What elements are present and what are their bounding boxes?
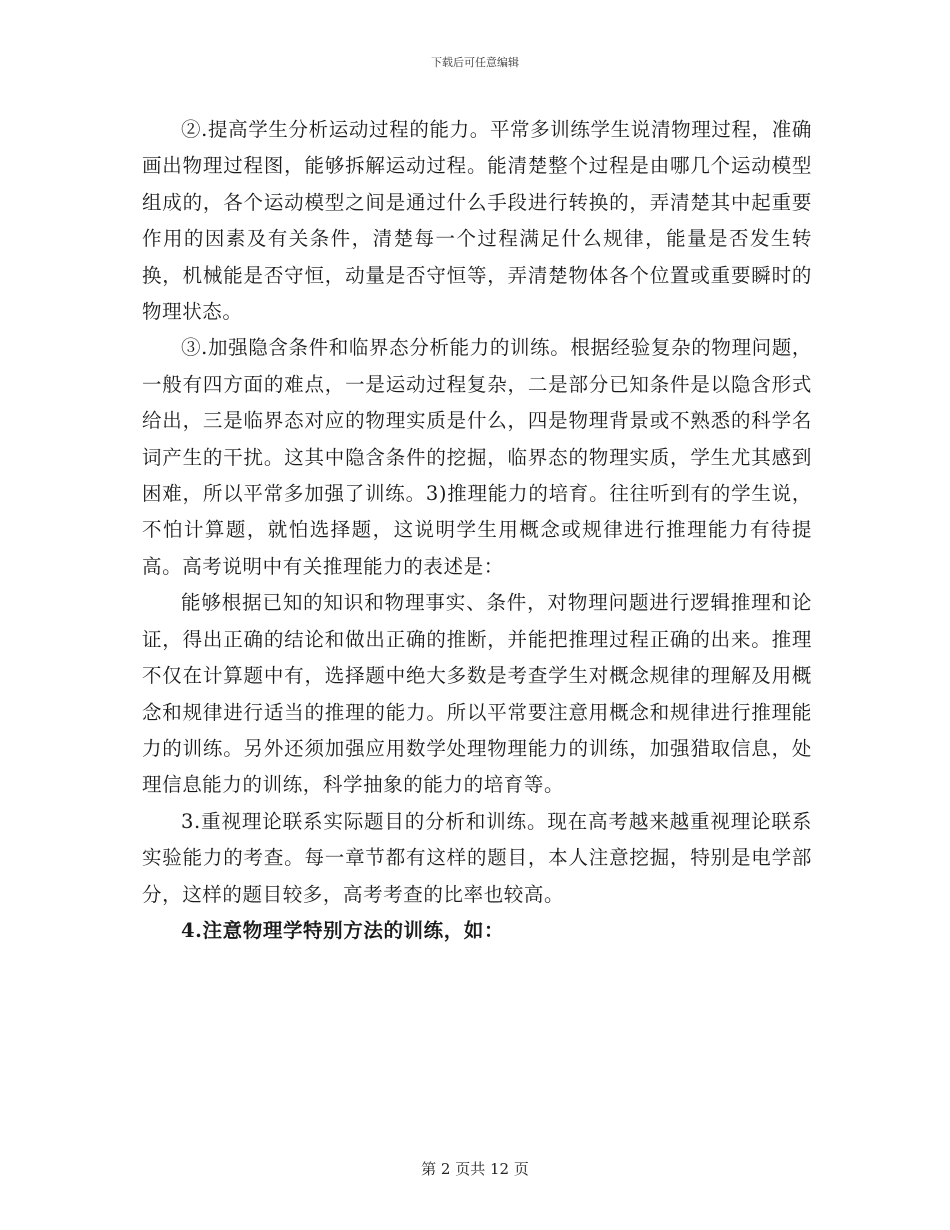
page-header-note: 下载后可任意编辑 <box>431 56 519 69</box>
paragraph-reasoning-ability: 能够根据已知的知识和物理事实、条件，对物理问题进行逻辑推理和论证，得出正确的结论和做出正确的推断，并能把推理过程正确的出来。推理不仅在计算题中有，选择题中绝大多数是考查学生对概念规律的理解及用概念和规律进行适当的推理的能力。所以平常要注意用概念和规律进行推理能力的训练。另外还须加强应用数学处理物理能力的训练，加强猎取信息，处理信息能力的训练，科学抽象的能力的培育等。 <box>142 591 812 797</box>
document-body <box>142 112 812 949</box>
paragraph-motion-analysis: ②.提高学生分析运动过程的能力。平常多训练学生说清物理过程，准确画出物理过程图，能够拆解运动过程。能清楚整个过程是由哪几个运动模型组成的，各个运动模型之间是通过什么手段进行转换的，弄清楚其中起重要作用的因素及有关条件，清楚每一个过程满足什么规律，能量是否发生转换，机械能是否守恒，动量是否守恒等，弄清楚物体各个位置或重要瞬时的物理状态。 <box>142 118 812 324</box>
page-number: 第 2 页共 12 页 <box>421 1160 529 1178</box>
paragraph-special-methods-heading: 4.注意物理学特别方法的训练，如： <box>181 918 505 942</box>
paragraph-hidden-conditions: ③.加强隐含条件和临界态分析能力的训练。根据经验复杂的物理问题，一般有四方面的难点，一是运动过程复杂，二是部分已知条件是以隐含形式给出，三是临界态对应的物理实质是什么，四是物理背景或不熟悉的科学名词产生的干扰。这其中隐含条件的挖掘，临界态的物理实质，学生尤其感到困难，所以平常多加强了训练。3)推理能力的培育。往往听到有的学生说，不怕计算题，就怕选择题，这说明学生用概念或规律进行推理能力有待提高。高考说明中有关推理能力的表述是： <box>142 336 812 578</box>
paragraph-theory-practice: 3.重视理论联系实际题目的分析和训练。现在高考越来越重视理论联系实验能力的考查。每一章节都有这样的题目，本人注意挖掘，特别是电学部分，这样的题目较多，高考考查的比率也较高。 <box>142 809 812 906</box>
